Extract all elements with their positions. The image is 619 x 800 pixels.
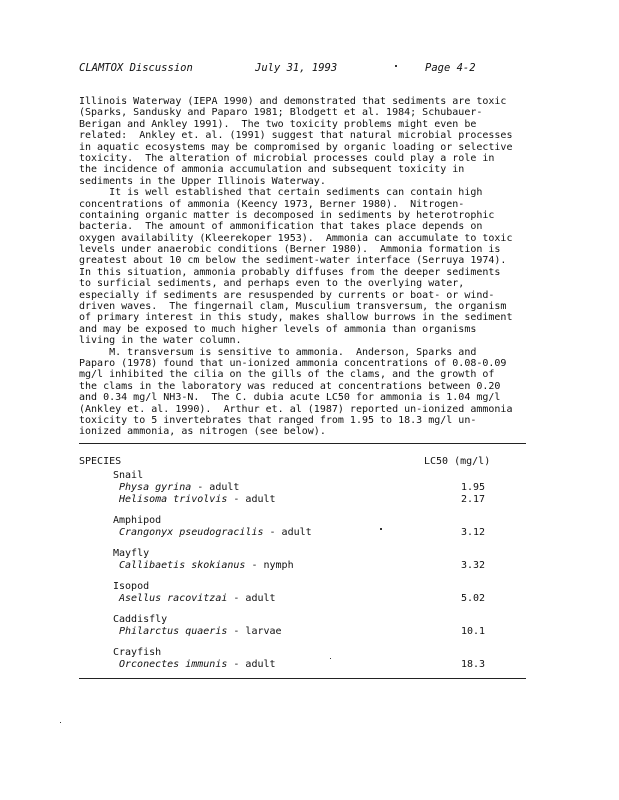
table-top-rule (79, 443, 526, 444)
group-spacer (79, 572, 526, 581)
text-line: the incidence of ammonia accumulation and subsequent toxicity in (79, 164, 465, 176)
text-line: related: Ankley et. al. (1991) suggest that natural microbial processes (79, 130, 513, 142)
lc50-value: 3.12 (461, 527, 486, 538)
text-line: toxicity. The alteration of microbial processes could play a role in (79, 152, 495, 164)
text-line: of primary interest in this study, makes shallow burrows in the sediment (79, 312, 513, 324)
taxon-group (79, 647, 526, 671)
life-stage: - adult (227, 593, 276, 604)
text-line: (Sparks, Sandusky and Paparo 1981; Blodgett et al. 1984; Schubauer- (79, 107, 483, 119)
species-cell (119, 659, 276, 671)
table-body (79, 470, 526, 671)
table-row (79, 626, 526, 638)
table-row (79, 593, 526, 605)
text-line: oxygen availability (Kleerekoper 1953). Ammonia can accumulate to toxic (79, 232, 513, 244)
text-line: M. transversum is sensitive to ammonia. Anderson, Sparks and (79, 346, 477, 358)
species-cell (119, 482, 239, 494)
text-line: driven waves. The fingernail clam, Musculium transversum, the organism (79, 301, 507, 313)
lc50-value: 2.17 (461, 494, 486, 505)
species-name: Crangonyx pseudogracilis (119, 527, 264, 538)
group-spacer (79, 638, 526, 647)
taxon-group-name: Caddisfly (113, 614, 168, 625)
group-spacer (79, 605, 526, 614)
taxon-group (79, 515, 526, 539)
life-stage: - adult (263, 527, 312, 538)
life-stage: - larvae (227, 626, 282, 637)
species-cell (119, 527, 312, 539)
taxon-group-name: Snail (113, 470, 144, 481)
life-stage: - adult (227, 494, 276, 505)
body-text (79, 96, 544, 438)
species-cell (119, 560, 294, 572)
taxon-group-name: Amphipod (113, 515, 162, 526)
lc50-column-header: LC50 (mg/l) (424, 456, 491, 467)
table-header (79, 456, 526, 470)
life-stage: - adult (227, 659, 276, 670)
text-line: especially if sediments are resuspended by currents or boat- or wind- (79, 289, 495, 301)
life-stage: - nymph (245, 560, 294, 571)
running-header-page-number: Page 4-2 (425, 62, 476, 74)
text-line: living in the water column. (79, 335, 242, 347)
group-spacer (79, 506, 526, 515)
lc50-table (79, 456, 526, 671)
taxon-group-name: Mayfly (113, 548, 150, 559)
lc50-value: 10.1 (461, 626, 486, 637)
running-header-date: July 31, 1993 (255, 62, 338, 74)
text-line: Illinois Waterway (IEPA 1990) and demonstrated that sediments are toxic (79, 96, 507, 107)
table-row (79, 659, 526, 671)
taxon-group (79, 548, 526, 572)
taxon-group-name: Isopod (113, 581, 150, 592)
running-header-title: CLAMTOX Discussion (79, 62, 193, 74)
table-row (79, 527, 526, 539)
text-line: ionized ammonia, as nitrogen (see below). (79, 426, 326, 438)
species-name: Orconectes immunis (119, 659, 228, 670)
species-cell (119, 494, 276, 506)
table-row (79, 482, 526, 494)
lc50-value: 3.32 (461, 560, 486, 571)
species-name: Helisoma trivolvis (119, 494, 228, 505)
species-name: Callibaetis skokianus (119, 560, 246, 571)
species-cell (119, 626, 282, 638)
species-name: Physa gyrina (119, 482, 192, 493)
species-name: Philarctus quaeris (119, 626, 228, 637)
text-line: containing organic matter is decomposed in sediments by heterotrophic (79, 209, 495, 221)
text-line: toxicity to 5 invertebrates that ranged from 1.95 to 18.3 mg/l un- (79, 414, 477, 426)
taxon-group (79, 614, 526, 638)
text-line: Berigan and Ankley 1991). The two toxicity problems might even be (79, 118, 477, 130)
scan-speck (395, 65, 397, 67)
taxon-group-name: Crayfish (113, 647, 162, 658)
table-row (79, 560, 526, 572)
text-line: and 0.34 mg/l NH3-N. The C. dubia acute LC50 for ammonia is 1.04 mg/l (79, 392, 501, 404)
lc50-value: 18.3 (461, 659, 486, 670)
table-row (79, 494, 526, 506)
lc50-value: 5.02 (461, 593, 486, 604)
text-line: the clams in the laboratory was reduced at concentrations between 0.20 (79, 380, 501, 392)
taxon-group (79, 470, 526, 506)
text-line: mg/l inhibited the cilia on the gills of the clams, and the growth of (79, 369, 495, 381)
text-line: to surficial sediments, and perhaps even to the overlying water, (79, 278, 465, 290)
text-line: bacteria. The amount of ammonification that takes place depends on (79, 221, 483, 233)
scan-speck (380, 528, 382, 530)
species-column-header: SPECIES (79, 456, 122, 467)
species-cell (119, 593, 276, 605)
text-line: In this situation, ammonia probably diffuses from the deeper sediments (79, 266, 501, 278)
group-spacer (79, 539, 526, 548)
text-line: Paparo (1978) found that un-ionized ammonia concentrations of 0.08-0.09 (79, 357, 507, 369)
lc50-value: 1.95 (461, 482, 486, 493)
scan-speck (330, 658, 331, 659)
life-stage: - adult (191, 482, 240, 493)
text-line: (Ankley et. al. 1990). Arthur et. al (1987) reported un-ionized ammonia (79, 403, 513, 415)
text-line: levels under anaerobic conditions (Berner 1980). Ammonia formation is (79, 244, 501, 256)
table-bottom-rule (79, 678, 526, 679)
text-line: It is well established that certain sediments can contain high (79, 187, 483, 199)
taxon-group (79, 581, 526, 605)
species-name: Asellus racovitzai (119, 593, 228, 604)
scan-speck (60, 722, 61, 723)
text-line: sediments in the Upper Illinois Waterway. (79, 175, 326, 187)
text-line: and may be exposed to much higher levels of ammonia than organisms (79, 323, 477, 335)
text-line: concentrations of ammonia (Keency 1973, Berner 1980). Nitrogen- (79, 198, 465, 210)
text-line: in aquatic ecosystems may be compromised by organic loading or selective (79, 141, 513, 153)
text-line: greatest about 10 cm below the sediment-water interface (Serruya 1974). (79, 255, 507, 267)
